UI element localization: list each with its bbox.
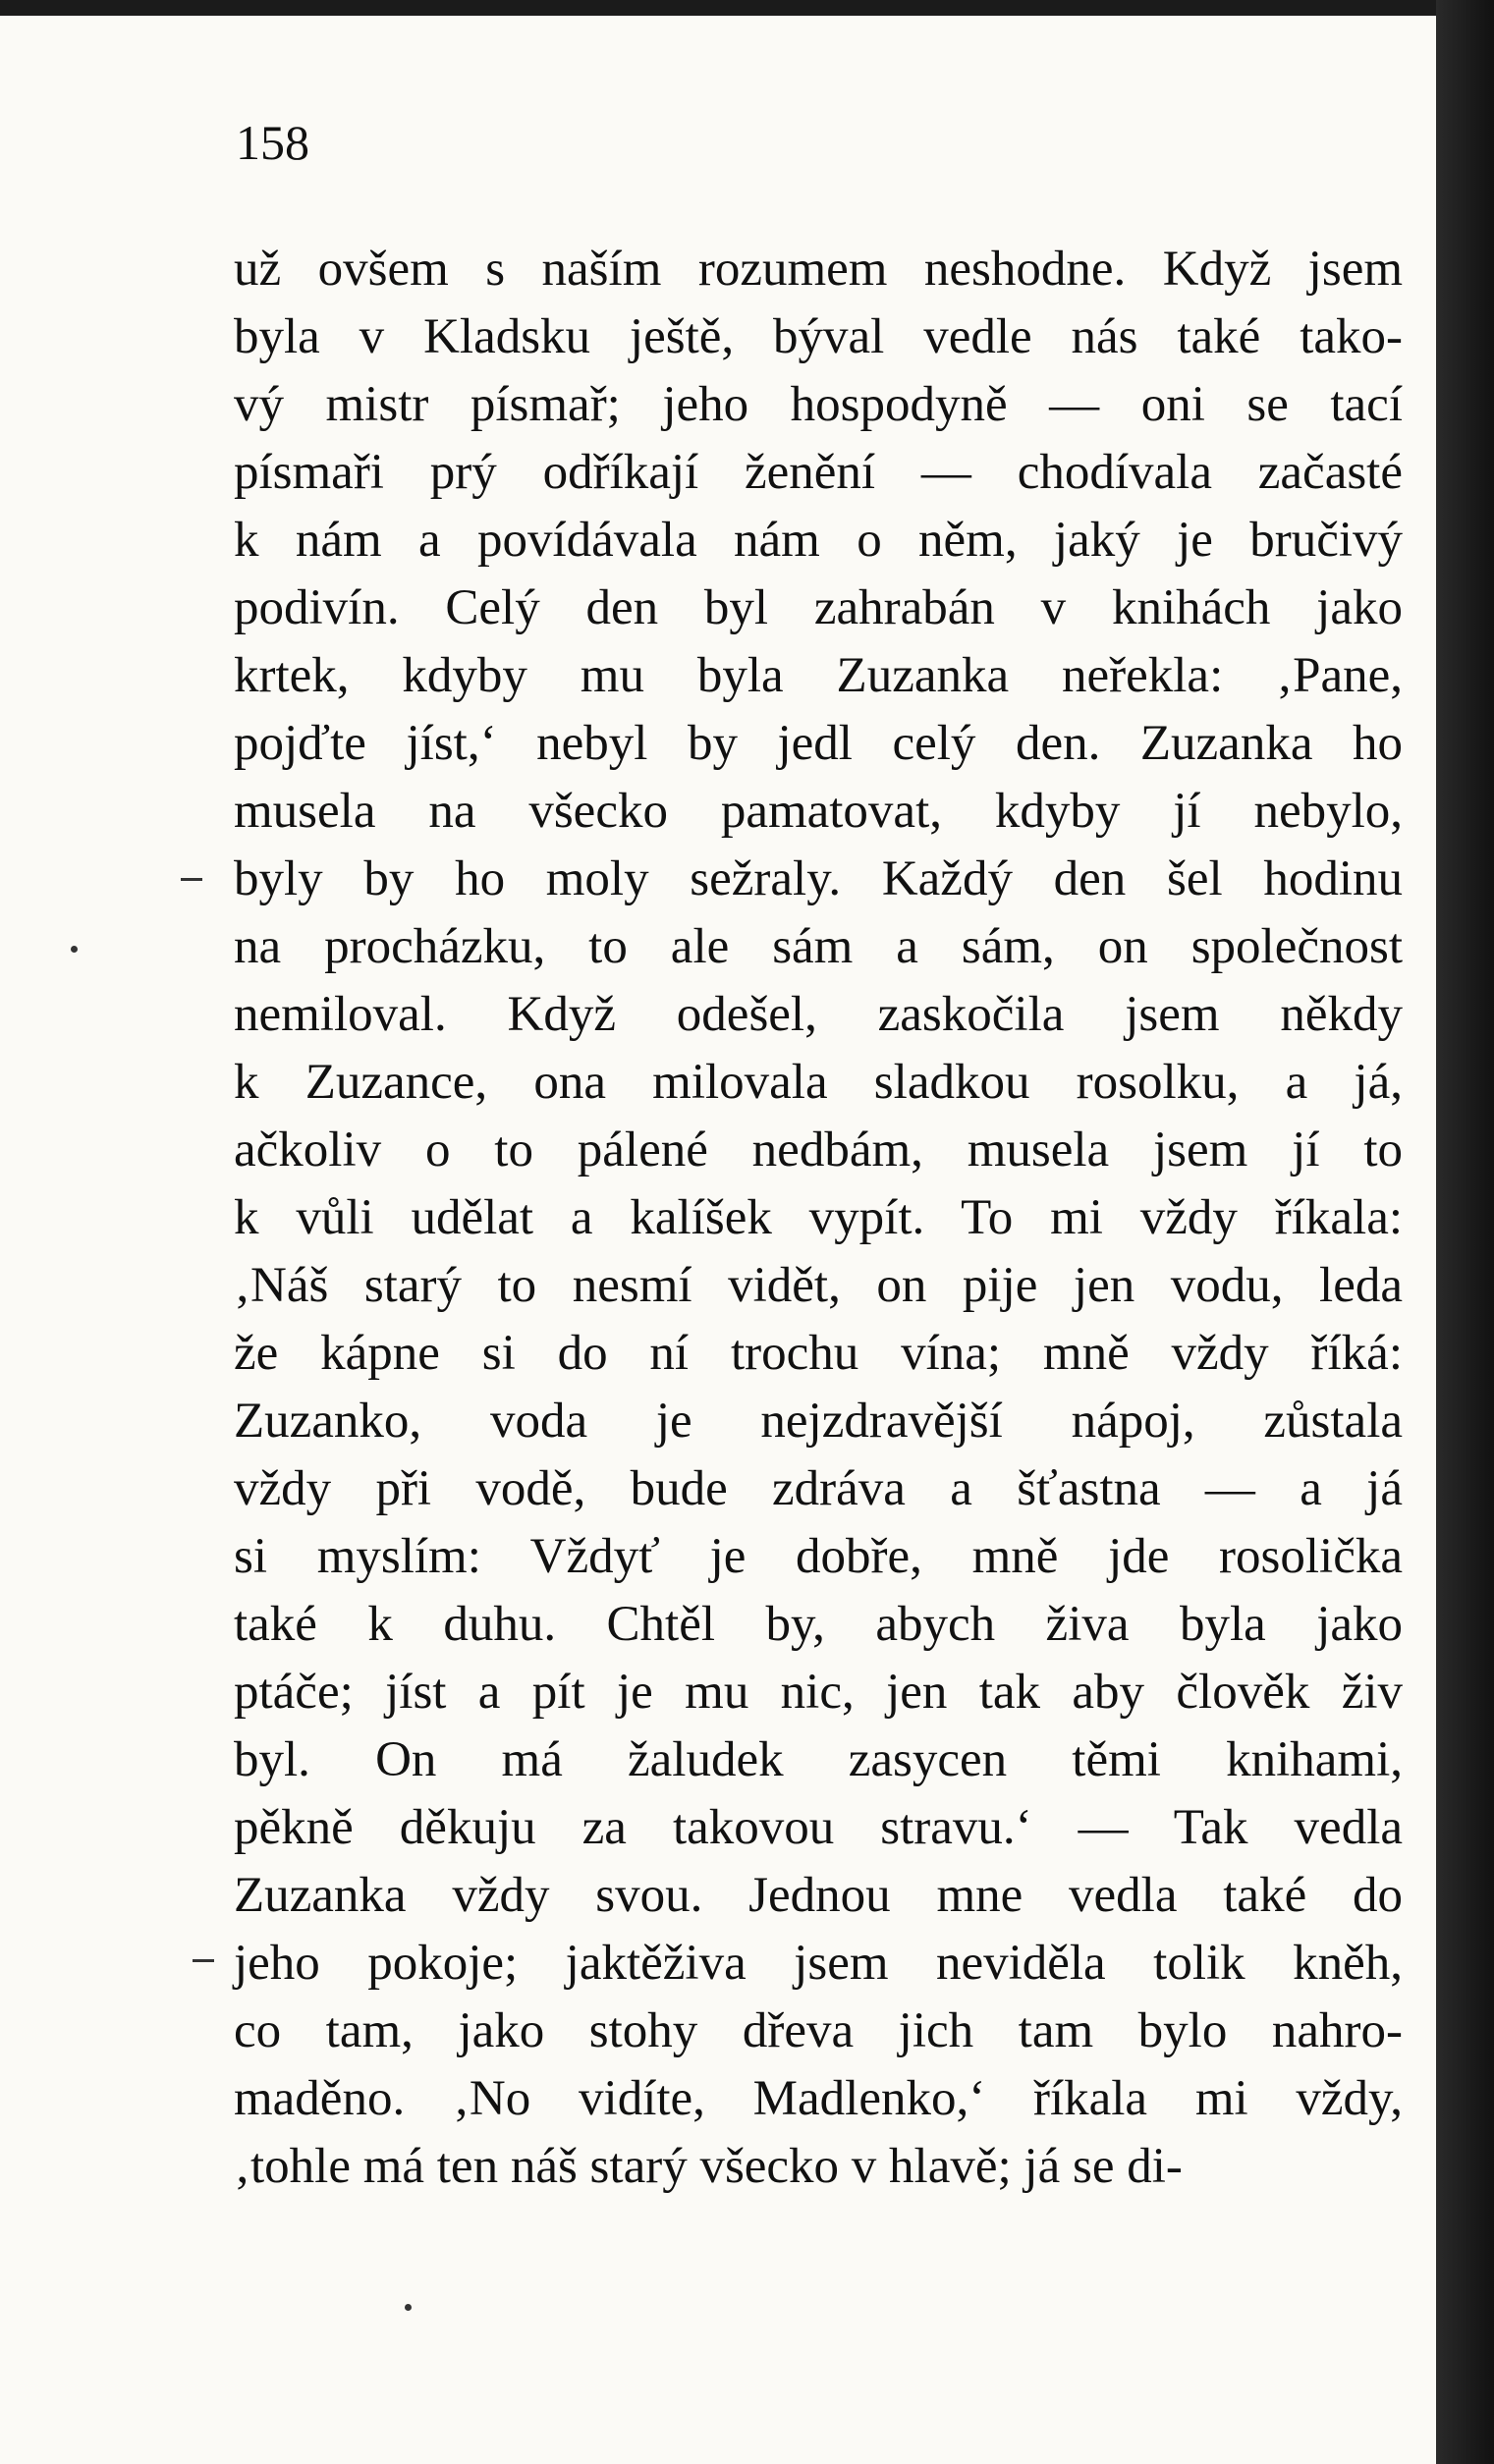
text-line: také k duhu. Chtěl by, abych živa byla jako [234, 1597, 1403, 1652]
text-line: maděno. ‚No vidíte, Madlenko,‘ říkala mi vždy, [234, 2071, 1403, 2126]
text-line: písmaři prý odříkají ženění — chodívala začasté [234, 445, 1403, 500]
text-line: co tam, jako stohy dřeva jich tam bylo nahro- [234, 2003, 1403, 2058]
text-line: k vůli udělat a kalíšek vypít. To mi vždy říkala: [234, 1190, 1403, 1245]
text-line: Zuzanko, voda je nejzdravější nápoj, zůstala [234, 1394, 1403, 1449]
body-text [234, 236, 1403, 2201]
text-line: vždy při vodě, bude zdráva a šťastna — a já [234, 1461, 1403, 1516]
text-line: k Zuzance, ona milovala sladkou rosolku, a já, [234, 1055, 1403, 1110]
text-line: nemiloval. Když odešel, zaskočila jsem někdy [234, 987, 1403, 1042]
text-line: musela na všecko pamatovat, kdyby jí nebylo, [234, 784, 1403, 839]
text-line: Zuzanka vždy svou. Jednou mne vedla také do [234, 1868, 1403, 1923]
text-line: ačkoliv o to pálené nedbám, musela jsem jí to [234, 1122, 1403, 1177]
text-line: ‚tohle má ten náš starý všecko v hlavě; já se di- [234, 2139, 1183, 2194]
text-line: byla v Kladsku ještě, býval vedle nás také tako- [234, 309, 1403, 364]
text-line: ptáče; jíst a pít je mu nic, jen tak aby člověk živ [234, 1665, 1403, 1720]
text-line: pěkně děkuju za takovou stravu.‘ — Tak vedla [234, 1800, 1403, 1855]
margin-dot-mark [405, 2304, 412, 2311]
text-line: na procházku, to ale sám a sám, on společnost [234, 919, 1403, 974]
text-line: že kápne si do ní trochu vína; mně vždy říká: [234, 1326, 1403, 1381]
text-line: vý mistr písmař; jeho hospodyně — oni se tací [234, 377, 1403, 432]
page-number: 158 [236, 115, 309, 170]
margin-pencil-mark [181, 878, 202, 881]
text-line: byl. On má žaludek zasycen těmi knihami, [234, 1732, 1403, 1787]
text-line: ‚Náš starý to nesmí vidět, on pije jen vodu, leda [234, 1258, 1403, 1313]
text-line: pojďte jíst,‘ nebyl by jedl celý den. Zuzanka ho [234, 716, 1403, 771]
margin-dot-mark [71, 946, 78, 953]
text-line: už ovšem s naším rozumem neshodne. Když jsem [234, 242, 1403, 297]
margin-pencil-mark [193, 1959, 214, 1962]
page-edge-shadow [1436, 0, 1494, 2464]
text-line: byly by ho moly sežraly. Každý den šel hodinu [234, 851, 1403, 906]
text-line: si myslím: Vždyť je dobře, mně jde rosolička [234, 1529, 1403, 1584]
text-line: krtek, kdyby mu byla Zuzanka neřekla: ‚Pane, [234, 648, 1403, 703]
text-line: jeho pokoje; jaktěživa jsem neviděla tolik kněh, [234, 1936, 1403, 1991]
text-line: k nám a povídávala nám o něm, jaký je bručivý [234, 513, 1403, 568]
text-line: podivín. Celý den byl zahrabán v knihách jako [234, 580, 1403, 635]
